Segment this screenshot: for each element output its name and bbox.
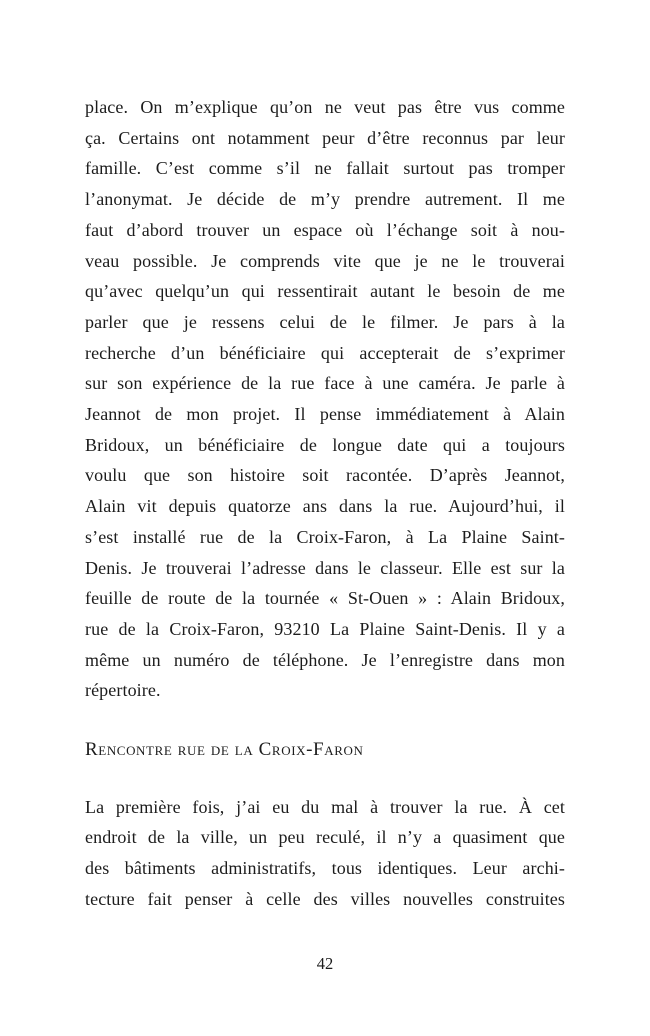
text-line: ça. Certains ont notamment peur d’être reconnus par leur [85,127,565,148]
text-line: recherche d’un bénéficiaire qui accepterait de s’exprimer [85,342,565,363]
text-line: place. On m’explique qu’on ne veut pas être vus comme [85,97,565,117]
text-line: Denis. Je trouverai l’adresse dans le classeur. Elle est sur la [85,557,565,578]
section-heading: Rencontre rue de la Croix-Faron [85,739,364,761]
text-line: La première fois, j’ai eu du mal à trouver la rue. À cet [85,796,565,817]
page-number: 42 [316,954,334,973]
paragraph-1 [85,92,565,706]
text-line: répertoire. [85,680,161,701]
text-line: qu’avec quelqu’un qui ressentirait autant le besoin de me [85,281,565,302]
paragraph-2 [85,792,565,915]
text-line: l’anonymat. Je décide de m’y prendre autrement. Il me [85,189,565,210]
text-line: famille. C’est comme s’il ne fallait surtout pas tromper [85,158,565,179]
text-line: veau possible. Je comprends vite que je ne le trouverai [85,250,565,271]
text-line: Alain vit depuis quatorze ans dans la rue. Aujourd’hui, il [85,496,565,517]
text-line: voulu que son histoire soit racontée. D’après Jeannot, [85,465,565,486]
text-line: même un numéro de téléphone. Je l’enregistre dans mon [85,649,565,670]
text-line: parler que je ressens celui de le filmer. Je pars à la [85,311,565,332]
text-line: Bridoux, un bénéficiaire de longue date qui a toujours [85,434,565,455]
text-line: tecture fait penser à celle des villes nouvelles construites [85,888,565,909]
text-line: Jeannot de mon projet. Il pense immédiatement à Alain [85,404,565,425]
text-line: rue de la Croix-Faron, 93210 La Plaine Saint-Denis. Il y a [85,618,565,639]
text-line: endroit de la ville, un peu reculé, il n’y a quasiment que [85,827,565,848]
text-line: faut d’abord trouver un espace où l’échange soit à nou- [85,219,565,240]
text-line: s’est installé rue de la Croix-Faron, à La Plaine Saint- [85,526,565,547]
text-line: feuille de route de la tournée « St-Ouen » : Alain Bridoux, [85,588,565,609]
text-line: sur son expérience de la rue face à une caméra. Je parle à [85,373,565,394]
text-line: des bâtiments administratifs, tous identiques. Leur archi- [85,858,565,879]
